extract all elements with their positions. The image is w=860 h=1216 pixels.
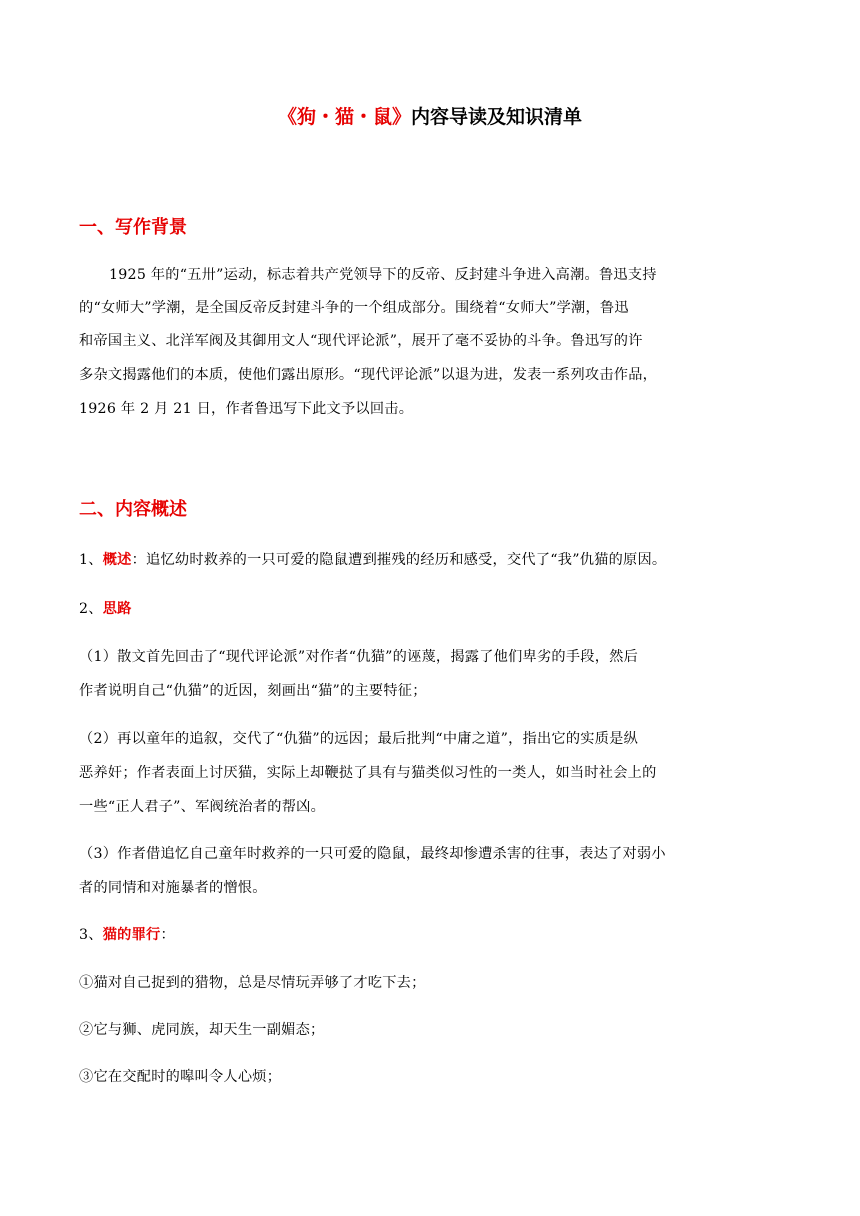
item-label: 概述 <box>102 552 132 568</box>
item-label: 猫的罪行 <box>102 927 161 943</box>
list-item: ①猫对自己捉到的猎物，总是尽情玩弄够了才吃下去； <box>79 975 426 991</box>
item-number: 1、 <box>79 552 103 568</box>
item-colon: ： <box>160 927 175 943</box>
page-title <box>0 102 860 129</box>
paragraph-line: 的“女师大”学潮，是全国反帝反封建斗争的一个组成部分。围绕着“女师大”学潮，鲁迅 <box>79 300 629 316</box>
paragraph-line: （1）散文首先回击了“现代评论派”对作者“仇猫”的诬蔑，揭露了他们卑劣的手段，然后 <box>79 649 639 665</box>
paragraph-line: （3）作者借追忆自己童年时救养的一只可爱的隐鼠，最终却惨遭杀害的往事，表达了对弱小 <box>79 846 666 862</box>
paragraph-line: 多杂文揭露他们的本质，使他们露出原形。“现代评论派”以退为进，发表一系列攻击作品， <box>79 367 658 383</box>
paragraph-line: 一些“正人君子”、军阀统治者的帮凶。 <box>79 799 326 815</box>
summary-item-1 <box>79 549 666 569</box>
paragraph-line: 和帝国主义、北洋军阀及其御用文人“现代评论派”，展开了毫不妥协的斗争。鲁迅写的许 <box>79 333 643 349</box>
item-text: ：追忆幼时救养的一只可爱的隐鼠遭到摧残的经历和感受，交代了“我”仇猫的原因。 <box>131 552 667 568</box>
paragraph-line: 作者说明自己“仇猫”的近因，刻画出“猫”的主要特征； <box>79 683 427 699</box>
item-number: 2、 <box>79 601 103 617</box>
paragraph-line: 1926 年 2 月 21 日，作者鲁迅写下此文予以回击。 <box>79 401 414 417</box>
title-book-name: 《狗・猫・鼠》 <box>277 106 411 128</box>
summary-item-3 <box>79 924 175 944</box>
list-item: ②它与狮、虎同族，却天生一副媚态； <box>79 1022 325 1038</box>
paragraph-line: （2）再以童年的追叙，交代了“仇猫”的远因；最后批判“中庸之道”，指出它的实质是纵 <box>79 731 639 747</box>
item-number: 3、 <box>79 927 103 943</box>
section-heading-summary: 二、内容概述 <box>79 499 187 520</box>
paragraph-line: 1925 年的“五卅”运动，标志着共产党领导下的反帝、反封建斗争进入高潮。鲁迅支持 <box>109 267 657 283</box>
paragraph-line: 恶养奸；作者表面上讨厌猫，实际上却鞭挞了具有与猫类似习性的一类人，如当时社会上的 <box>79 765 657 781</box>
section-heading-background: 一、写作背景 <box>79 217 187 238</box>
list-item: ③它在交配时的嗥叫令人心烦； <box>79 1069 282 1085</box>
paragraph-line: 者的同情和对施暴者的憎恨。 <box>79 880 267 896</box>
summary-item-2 <box>79 598 132 618</box>
item-label: 思路 <box>102 601 132 617</box>
title-suffix: 内容导读及知识清单 <box>411 106 583 128</box>
